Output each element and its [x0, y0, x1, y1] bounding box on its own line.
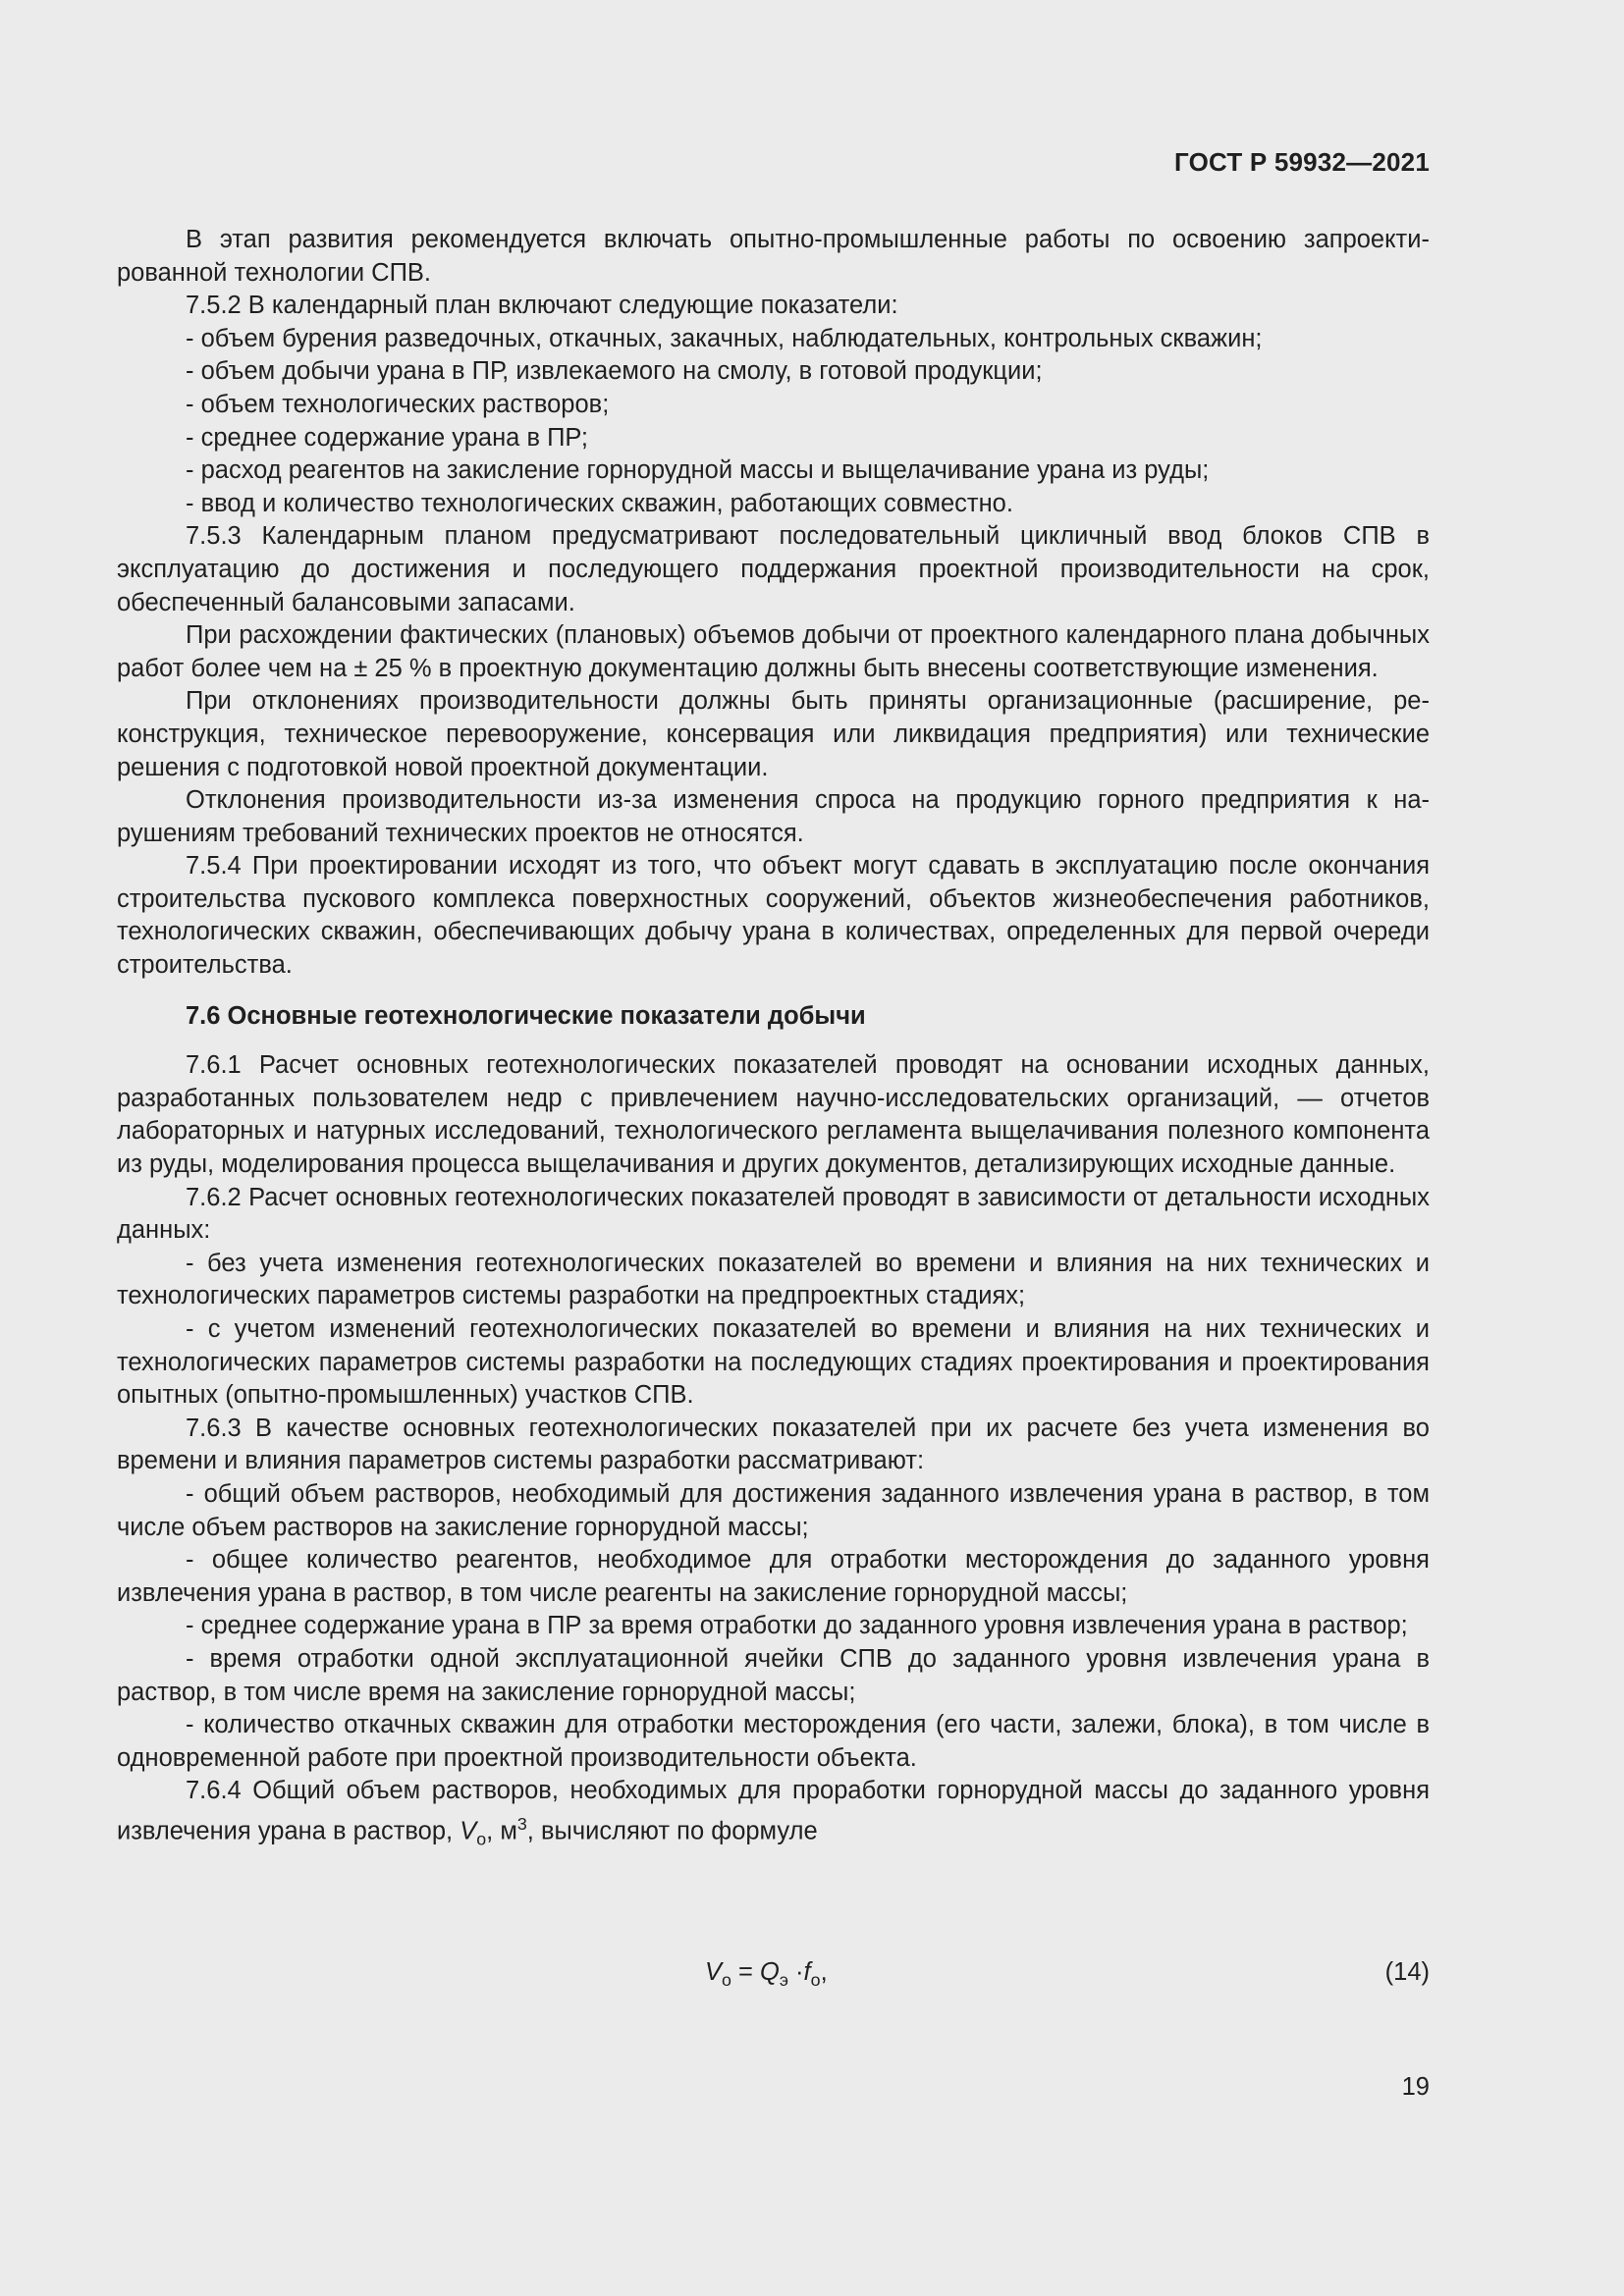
list-item: - общий объем растворов, необходимый для достижения заданного извлечения урана в раствор, в том числе объем растворов на закисление горнорудной массы; — [117, 1479, 1430, 1541]
list-item: - объем бурения разведочных, откачных, закачных, наблюдательных, контрольных скважин; — [186, 324, 1263, 352]
variable-f: f — [803, 1958, 811, 1986]
document-code-header: ГОСТ Р 59932—2021 — [1174, 147, 1430, 177]
clause-7-5-2: 7.5.2 В календарный план включают следующие показатели: — [186, 292, 898, 320]
clause-text: , вычисляют по формуле — [526, 1817, 818, 1845]
subscript: о — [810, 1970, 821, 1991]
list-item: - расход реагентов на закисление горнорудной массы и выщелачивание урана из руды; — [186, 456, 1210, 485]
page-number: 19 — [1401, 2073, 1430, 2101]
variable-q: Q — [760, 1958, 780, 1986]
list-item: - среднее содержание урана в ПР за время отработки до заданного уровня извлечения урана в раствор; — [186, 1612, 1408, 1640]
list-item: - с учетом изменений геотехнологических показателей во времени и влияния на них технических и технологических параметров системы разработки на последующих стадиях проектирования и проектирования опытных (опытно-промышленных) участков СПВ. — [117, 1315, 1430, 1410]
list-item: - без учета изменения геотехнологических показателей во времени и влияния на них технических и технологических параметров системы разработки на предпроектных стадиях; — [117, 1249, 1430, 1310]
clause-7-6-3: 7.6.3 В качестве основных геотехнологических показателей при их расчете без учета изменения во времени и влияния параметров системы разработки рассматривают: — [117, 1414, 1430, 1475]
clause-7-5-3: 7.5.3 Календарным планом предусматривают последовательный цикличный ввод блоков СПВ в эксплуатацию до достижения и последующего поддержания проектной производительности на срок, обеспеченный балансовыми запасами. — [117, 522, 1430, 616]
formula-comma: , — [820, 1958, 828, 1986]
list-item: - время отработки одной эксплуатационной ячейки СПВ до заданного уровня извлечения урана в раствор, в том числе время на закисление горнорудной массы; — [117, 1644, 1430, 1706]
clause-7-6-1: 7.6.1 Расчет основных геотехнологических показателей проводят на основании исходных данных, разработанных пользователем недр с привлечением научно-исследовательских организаций, — отчетов лабораторных и натурных исследований, технологического регламента выщелачивания полезного компонента из руды, моделирования процесса выщелачивания и других документов, детализирующих исходные данные. — [117, 1051, 1430, 1179]
subscript: о — [722, 1970, 731, 1991]
superscript: 3 — [516, 1813, 527, 1834]
paragraph: При расхождении фактических (плановых) объемов добычи от проектного календарного плана добычных работ более чем на ± 25 % в проектную документацию должны быть внесены соответствующие изменения. — [117, 621, 1430, 682]
formula-number: (14) — [1384, 1958, 1430, 1986]
paragraph: При отклонениях производительности должны быть приняты организационные (расширение, реконструкция, техническое перевооружение, консервация или ликвидация предприятия) или технические решения с подготовкой новой проектной документации. — [117, 687, 1430, 781]
list-item: - объем технологических растворов; — [186, 390, 610, 418]
paragraph: В этап развития рекомендуется включать опытно-промышленные работы по освоению запроектированной технологии СПВ. — [117, 226, 1430, 287]
list-item: - общее количество реагентов, необходимое для отработки месторождения до заданного уровня извлечения урана в раствор, в том числе реагенты на закисление горнорудной массы; — [117, 1546, 1430, 1607]
section-heading-7-6: 7.6 Основные геотехнологические показатели добычи — [186, 1001, 866, 1030]
unit-text: , м — [486, 1817, 517, 1845]
subscript: о — [476, 1829, 487, 1849]
clause-7-6-4 — [117, 1775, 1430, 1856]
variable-v: V — [460, 1817, 477, 1845]
clause-7-5-4: 7.5.4 При проектировании исходят из того, что объект могут сдавать в эксплуатацию после окончания строительства пускового комплекса поверхностных сооружений, объектов жизнеобеспечения работников, технологических скважин, обеспечивающих добычу урана в количествах, определенных для первой очереди строительства. — [117, 852, 1430, 980]
formula-expression — [705, 1958, 828, 1991]
list-item: - среднее содержание урана в ПР; — [186, 423, 588, 452]
paragraph: Отклонения производительности из-за изменения спроса на продукцию горного предприятия к нарушениям требований технических проектов не относятся. — [117, 786, 1430, 847]
formula-14 — [0, 1958, 1624, 1998]
list-item: - количество откачных скважин для отработки месторождения (его части, залежи, блока), в том числе в одновременной работе при проектной производительности объекта. — [117, 1711, 1430, 1772]
clause-7-6-2: 7.6.2 Расчет основных геотехнологических показателей проводят в зависимости от детальности исходных данных: — [117, 1183, 1430, 1245]
list-item: - объем добычи урана в ПР, извлекаемого на смолу, в готовой продукции; — [186, 357, 1043, 386]
equals-sign: = — [731, 1958, 761, 1986]
document-body — [117, 224, 1430, 1856]
clause-text: 7.6.4 Общий объем растворов, необходимых для проработки горнорудной массы до заданного уровня извлечения урана в раствор, — [117, 1777, 1430, 1845]
variable-v: V — [705, 1958, 723, 1986]
list-item: - ввод и количество технологических скважин, работающих совместно. — [186, 489, 1013, 517]
multiply-dot: · — [787, 1958, 804, 1986]
subscript: э — [779, 1970, 788, 1991]
